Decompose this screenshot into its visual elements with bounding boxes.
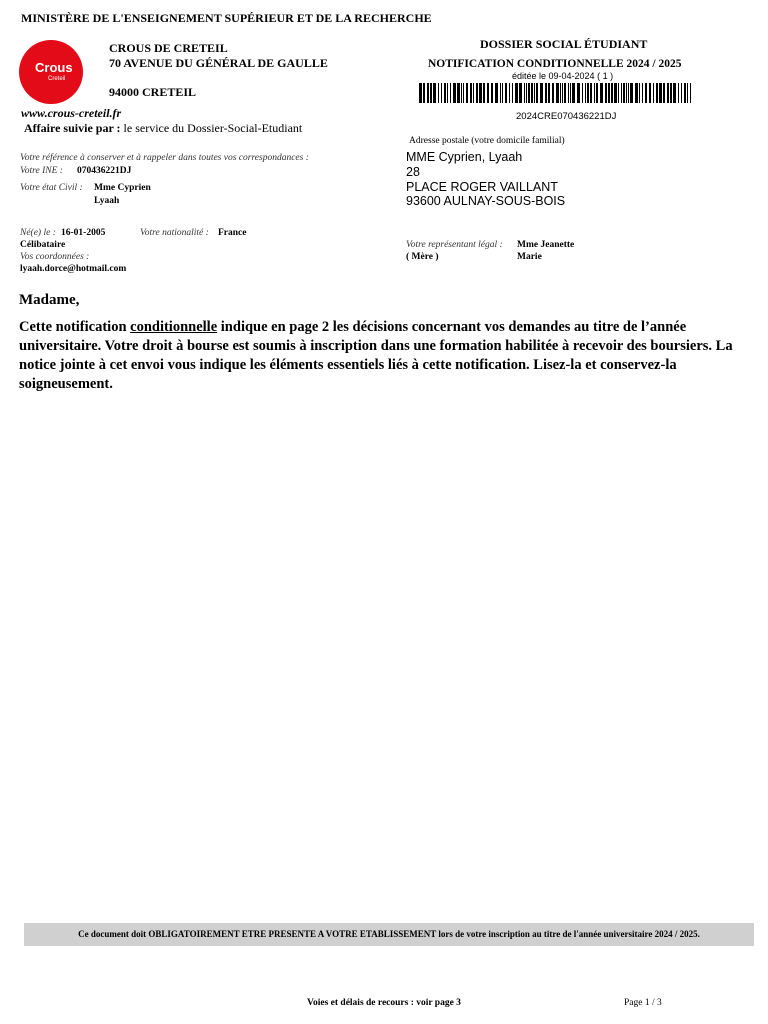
barcode-bar (663, 83, 665, 103)
barcode-bar (548, 83, 550, 103)
barcode-bar (487, 83, 489, 103)
marital-status: Célibataire (20, 240, 66, 250)
ine-label: Votre INE : (20, 166, 63, 176)
notification-paragraph (19, 318, 759, 394)
edition-date: éditée le 09-04-2024 ( 1 ) (512, 71, 614, 81)
nationality-label: Votre nationalité : (140, 228, 209, 238)
civil-line2: Lyaah (94, 196, 120, 206)
barcode-bar (509, 83, 510, 103)
salutation: Madame, (19, 292, 80, 308)
barcode-bar (540, 83, 543, 103)
barcode-bar (466, 83, 468, 103)
barcode-bar (526, 83, 527, 103)
affaire-label: Affaire suivie par : (24, 121, 121, 135)
barcode-bar (645, 83, 647, 103)
barcode-bar (678, 83, 679, 103)
barcode-bar (577, 83, 580, 103)
nationality-value: France (218, 228, 247, 238)
barcode-bar (587, 83, 589, 103)
footer-banner: Ce document doit OBLIGATOIREMENT ETRE PRESENTE A VOTRE ETABLISSEMENT lors de votre inscription au titre de l'année universitaire 2024 / 2025. (24, 923, 754, 946)
barcode-bar (433, 83, 436, 103)
barcode-bar (534, 83, 535, 103)
reference-notice: Votre référence à conserver et à rappeler dans toutes vos correspondances : (20, 153, 309, 163)
barcode-bar (419, 83, 422, 103)
barcode-bar (618, 83, 619, 103)
barcode-bar (667, 83, 669, 103)
barcode-bar (611, 83, 613, 103)
representative-relation: ( Mère ) (406, 252, 439, 262)
notification-title: NOTIFICATION CONDITIONNELLE 2024 / 2025 (428, 58, 682, 70)
representative-name2: Marie (517, 252, 542, 262)
barcode-bar (656, 83, 658, 103)
barcode-bar (473, 83, 474, 103)
org-name: CROUS DE CRETEIL (109, 41, 228, 55)
barcode-bar (628, 83, 629, 103)
barcode-bar (605, 83, 607, 103)
barcode-bar (649, 83, 651, 103)
barcode-bar (642, 83, 643, 103)
barcode-bar (479, 83, 482, 103)
paragraph-start: Cette notification (19, 319, 131, 335)
email-address: lyaah.dorce@hotmail.com (20, 264, 127, 274)
conditional-word: conditionnelle (130, 319, 218, 335)
barcode-bar (608, 83, 610, 103)
barcode-bar (444, 83, 446, 103)
ine-value: 070436221DJ (77, 166, 132, 176)
affaire-line (24, 121, 302, 136)
address-label: Adresse postale (votre domicile familial) (409, 136, 565, 146)
ministry-heading: MINISTÈRE DE L'ENSEIGNEMENT SUPÉRIEUR ET DE LA RECHERCHE (21, 11, 432, 25)
barcode-bar (552, 83, 554, 103)
barcode-bar (536, 83, 538, 103)
barcode-bar (463, 83, 464, 103)
address-line2: 28 (406, 165, 420, 179)
barcode-bar (427, 83, 429, 103)
barcode-bar (621, 83, 622, 103)
barcode-number: 2024CRE070436221DJ (516, 111, 617, 122)
address-line4: 93600 AULNAY-SOUS-BOIS (406, 194, 566, 208)
barcode-bar (630, 83, 633, 103)
barcode-bar (450, 83, 451, 103)
recours-note: Voies et délais de recours : voir page 3 (307, 998, 461, 1008)
barcode-bar (461, 83, 462, 103)
barcode-bar (600, 83, 603, 103)
barcode-bar (562, 83, 563, 103)
barcode-bar (470, 83, 472, 103)
barcode-bar (556, 83, 559, 103)
barcode-bar (626, 83, 627, 103)
barcode-bar (585, 83, 586, 103)
barcode-bar (500, 83, 501, 103)
barcode-image (419, 83, 695, 103)
dossier-title: DOSSIER SOCIAL ÉTUDIANT (480, 37, 648, 51)
barcode-bar (564, 83, 566, 103)
barcode-bar (491, 83, 493, 103)
paragraph-rest: indique en page 2 les décisions concernant vos demandes au titre de l’année universitaire. Votre droit à bourse est soumis à inscription dans une formation habilitée à recevoir des boursiers. La notice jointe à cet envoi vous indique les éléments essentiels liés à cette notification. Lisez-la et conservez-la soigneusement. (19, 319, 733, 392)
representative-label: Votre représentant légal : (406, 240, 503, 250)
barcode-bar (423, 83, 425, 103)
barcode-bar (684, 83, 686, 103)
barcode-bar (635, 83, 638, 103)
barcode-bar (560, 83, 561, 103)
civil-line1: Mme Cyprien (94, 183, 151, 193)
barcode-bar (659, 83, 662, 103)
barcode-bar (623, 83, 625, 103)
contact-label: Vos coordonnées : (20, 252, 90, 262)
barcode-bar (681, 83, 682, 103)
barcode-bar (596, 83, 598, 103)
barcode-bar (483, 83, 485, 103)
barcode-bar (590, 83, 592, 103)
birth-label: Né(e) le : (20, 228, 56, 238)
barcode-bar (495, 83, 498, 103)
barcode-bar (687, 83, 688, 103)
civil-label: Votre état Civil : (20, 183, 83, 193)
barcode-bar (614, 83, 617, 103)
affaire-value: le service du Dossier-Social-Etudiant (123, 121, 303, 135)
barcode-bar (545, 83, 547, 103)
barcode-bar (653, 83, 654, 103)
address-line1: MME Cyprien, Lyaah (406, 150, 523, 164)
barcode-bar (570, 83, 571, 103)
barcode-bar (512, 83, 513, 103)
barcode-bar (515, 83, 518, 103)
barcode-bar (531, 83, 533, 103)
barcode-bar (457, 83, 460, 103)
barcode-bar (453, 83, 456, 103)
barcode-bar (505, 83, 507, 103)
website-link[interactable]: www.crous-creteil.fr (21, 106, 122, 120)
crous-logo (19, 40, 83, 104)
barcode-bar (430, 83, 432, 103)
barcode-bar (568, 83, 569, 103)
barcode-bar (438, 83, 439, 103)
representative-name1: Mme Jeanette (517, 240, 575, 250)
address-line3: PLACE ROGER VAILLANT (406, 180, 558, 194)
barcode-bar (639, 83, 640, 103)
barcode-bar (670, 83, 672, 103)
barcode-bar (441, 83, 442, 103)
logo-text: Crous (35, 60, 73, 75)
birth-value: 16-01-2005 (61, 228, 106, 238)
barcode-bar (582, 83, 583, 103)
org-street: 70 AVENUE DU GÉNÉRAL DE GAULLE (109, 56, 328, 70)
barcode-bar (528, 83, 530, 103)
barcode-bar (690, 83, 691, 103)
page-number: Page 1 / 3 (624, 998, 662, 1008)
barcode-bar (572, 83, 575, 103)
barcode-bar (524, 83, 525, 103)
org-city: 94000 CRETEIL (109, 85, 197, 99)
logo-subtext: Creteil (48, 76, 66, 82)
barcode-bar (476, 83, 478, 103)
barcode-bar (502, 83, 503, 103)
barcode-bar (519, 83, 522, 103)
barcode-bar (673, 83, 676, 103)
barcode-bar (594, 83, 595, 103)
barcode-bar (447, 83, 448, 103)
